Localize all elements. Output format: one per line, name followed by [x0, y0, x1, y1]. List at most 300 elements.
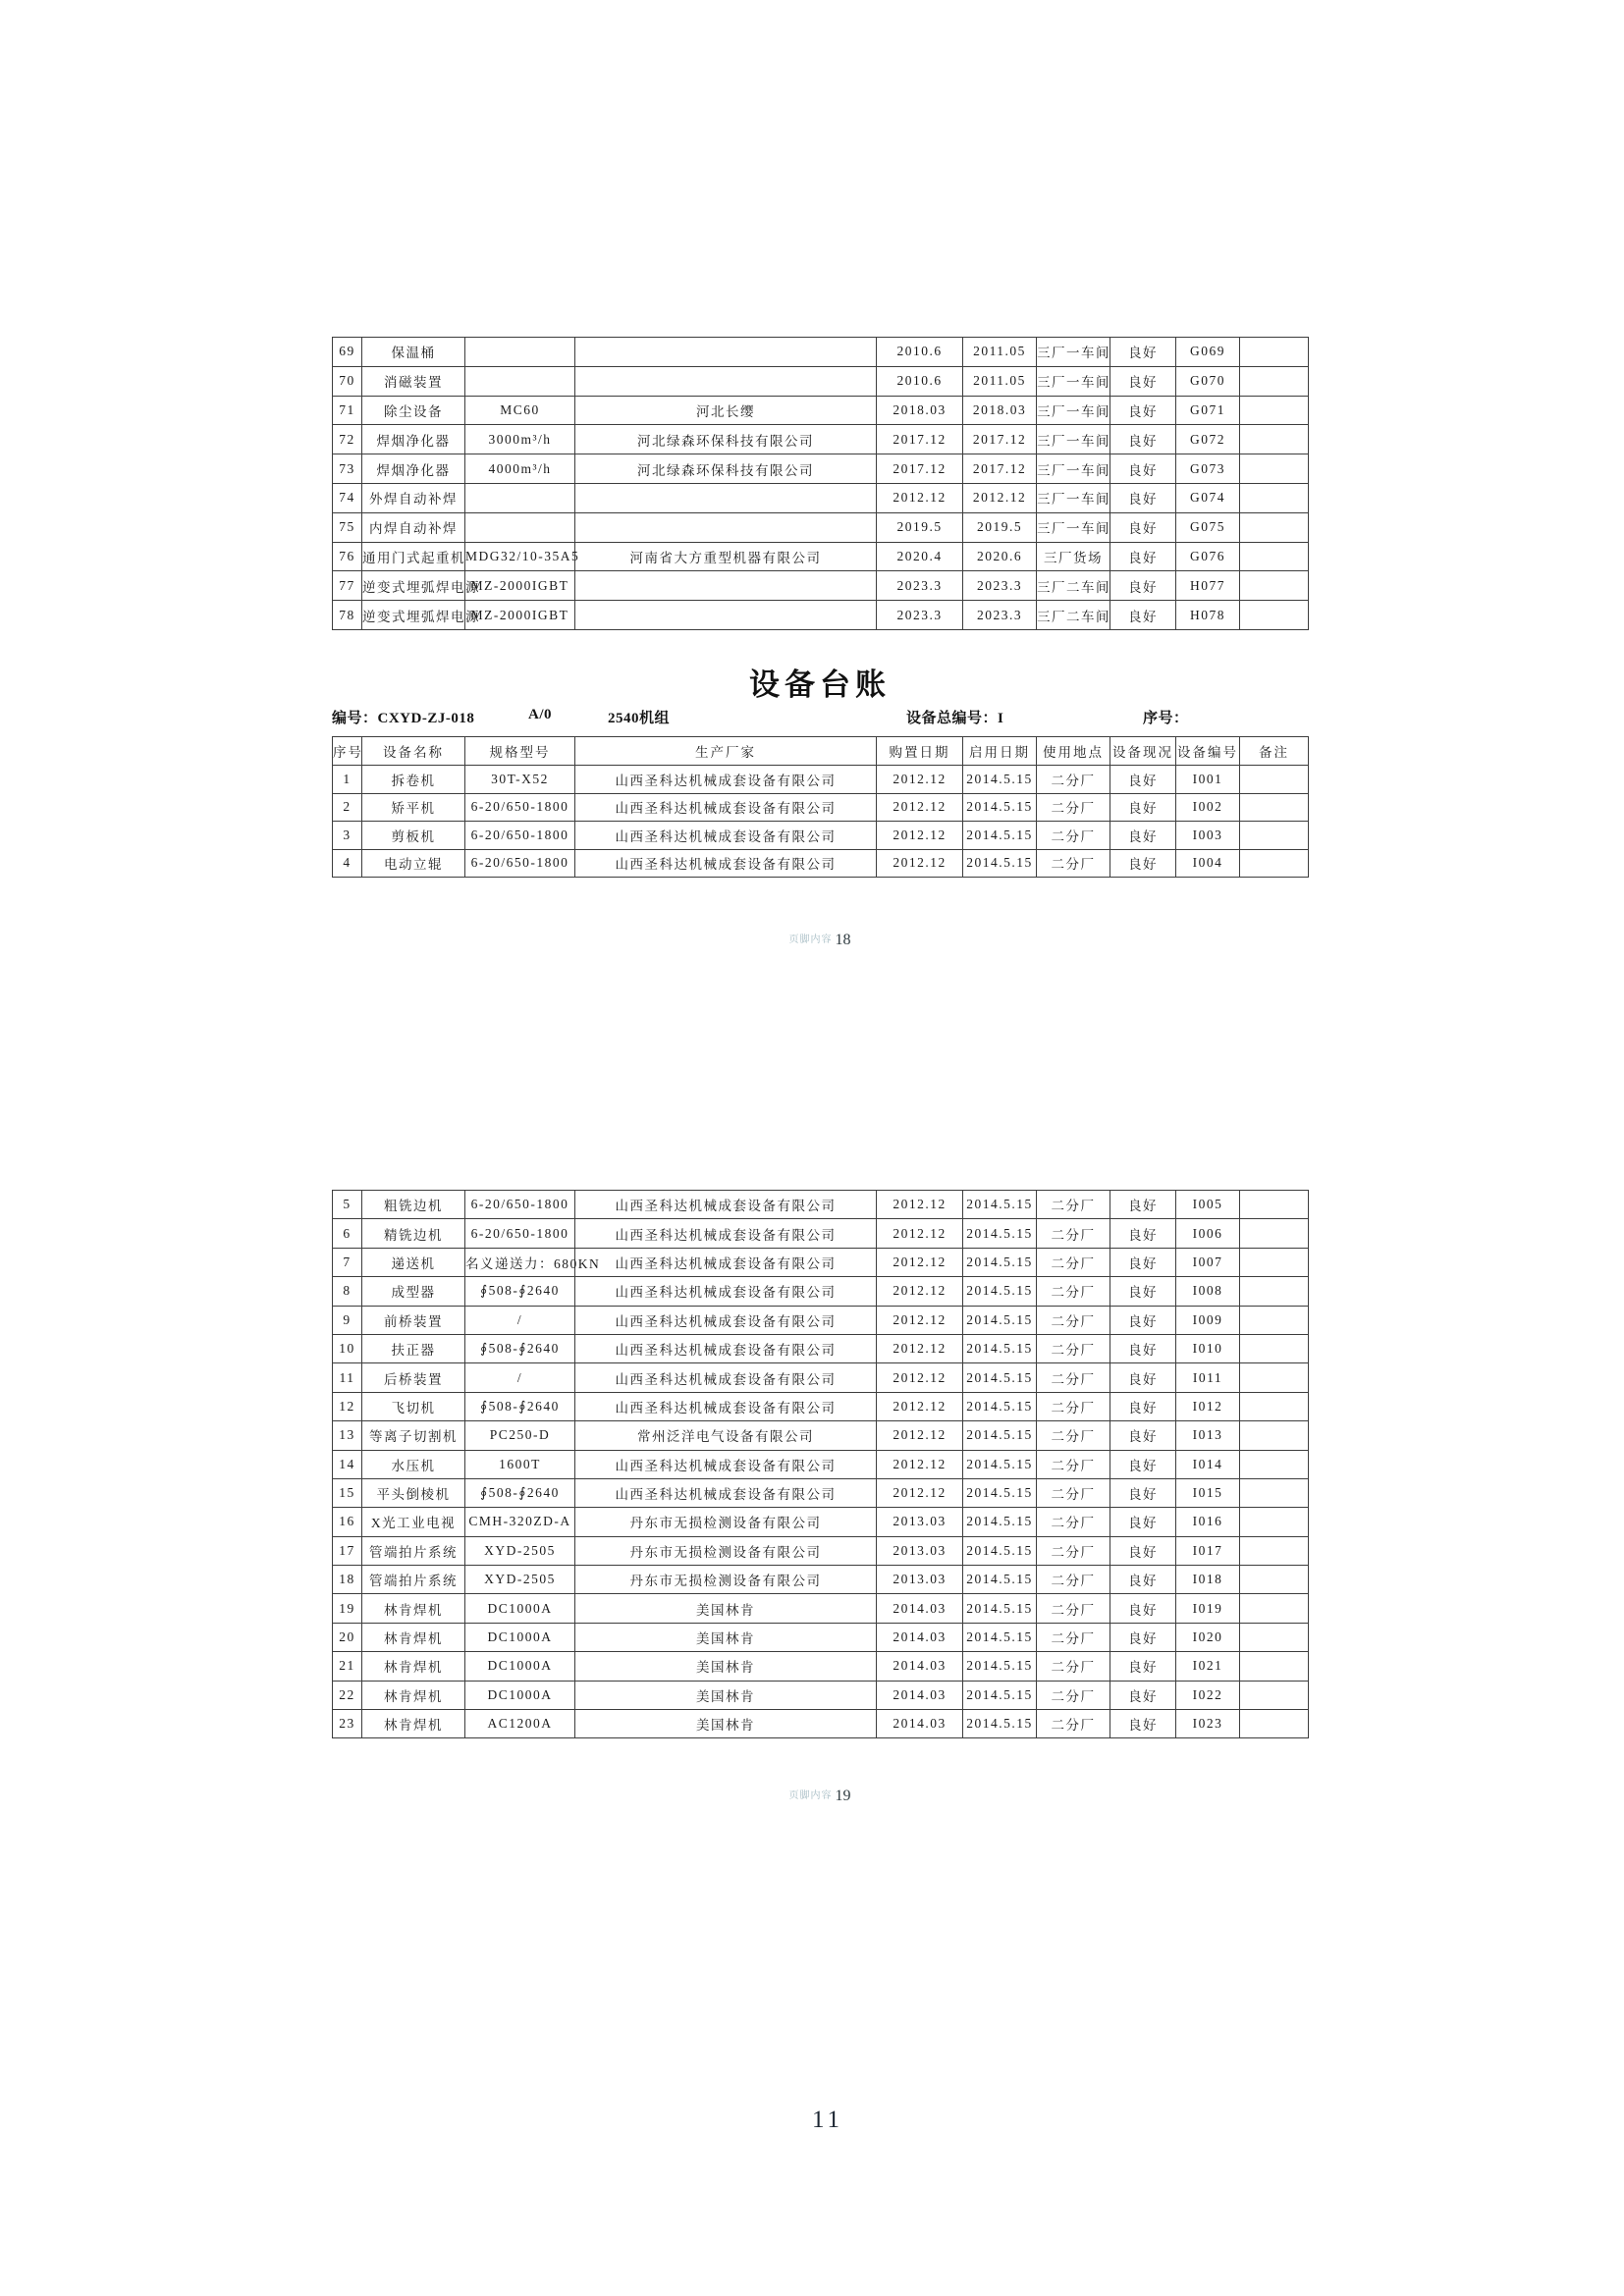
table-cell: 三厂一车间: [1037, 396, 1110, 425]
table-cell: 二分厂: [1037, 849, 1110, 878]
table-row: [333, 1248, 1309, 1276]
table-cell: 二分厂: [1037, 1450, 1110, 1478]
table-cell: [1240, 425, 1309, 454]
table-cell: 山西圣科达机械成套设备有限公司: [575, 793, 877, 822]
equipment-total-number: [906, 707, 1003, 727]
table-cell: 2012.12: [877, 1392, 963, 1420]
table-cell: 逆变式埋弧焊电源: [362, 571, 465, 601]
table-cell: [465, 483, 575, 512]
table-cell: [1240, 1219, 1309, 1248]
table-cell: 2014.5.15: [963, 793, 1037, 822]
table-cell: [1240, 1478, 1309, 1507]
table-cell: 72: [333, 425, 362, 454]
table-cell: 二分厂: [1037, 1623, 1110, 1651]
table-cell: 二分厂: [1037, 1566, 1110, 1594]
table-cell: 三厂一车间: [1037, 338, 1110, 367]
table-cell: 良好: [1110, 766, 1176, 794]
table-cell: 2023.3: [877, 571, 963, 601]
table-cell: I018: [1176, 1566, 1240, 1594]
table-cell: 焊烟净化器: [362, 425, 465, 454]
table-cell: 美国林肯: [575, 1681, 877, 1709]
table-cell: 2014.5.15: [963, 1478, 1037, 1507]
table-cell: 平头倒棱机: [362, 1478, 465, 1507]
table-cell: 2012.12: [877, 1277, 963, 1306]
table-cell: 二分厂: [1037, 1334, 1110, 1362]
table-cell: 良好: [1110, 1191, 1176, 1219]
table-cell: 林肯焊机: [362, 1710, 465, 1738]
table-cell: I015: [1176, 1478, 1240, 1507]
table-cell: 良好: [1110, 425, 1176, 454]
table-cell: [1240, 454, 1309, 484]
table-cell: 三厂货场: [1037, 542, 1110, 571]
table-cell: 林肯焊机: [362, 1623, 465, 1651]
table-cell: [1240, 1710, 1309, 1738]
table-cell: 良好: [1110, 1536, 1176, 1565]
table-cell: 6-20/650-1800: [465, 1219, 575, 1248]
table-cell: 美国林肯: [575, 1652, 877, 1681]
table-cell: 山西圣科达机械成套设备有限公司: [575, 1248, 877, 1276]
table-cell: [1240, 542, 1309, 571]
table-row: [333, 849, 1309, 878]
table-cell: 4000m³/h: [465, 454, 575, 484]
table-cell: 拆卷机: [362, 766, 465, 794]
equipment-table-continued: [332, 337, 1309, 630]
table-cell: 2020.4: [877, 542, 963, 571]
table-cell: 电动立辊: [362, 849, 465, 878]
table-cell: [1240, 1681, 1309, 1709]
table-cell: 69: [333, 338, 362, 367]
table-cell: 常州泛洋电气设备有限公司: [575, 1421, 877, 1450]
table-cell: G074: [1176, 483, 1240, 512]
table-cell: [575, 571, 877, 601]
table-row: [333, 1566, 1309, 1594]
table-cell: [465, 366, 575, 396]
table-cell: 河北长缨: [575, 396, 877, 425]
table-cell: 通用门式起重机: [362, 542, 465, 571]
table-cell: 2014.03: [877, 1594, 963, 1623]
table-cell: MZ-2000IGBT: [465, 571, 575, 601]
table-cell: 管端拍片系统: [362, 1566, 465, 1594]
table-cell: 精铣边机: [362, 1219, 465, 1248]
table-cell: 2014.5.15: [963, 1536, 1037, 1565]
table-cell: 2014.5.15: [963, 1277, 1037, 1306]
table-cell: [1240, 1594, 1309, 1623]
table-cell: I010: [1176, 1334, 1240, 1362]
table-cell: G069: [1176, 338, 1240, 367]
equipment-ledger-table-continued: [332, 1190, 1309, 1738]
table-cell: 2023.3: [963, 571, 1037, 601]
table-cell: 3000m³/h: [465, 425, 575, 454]
table-row: [333, 793, 1309, 822]
table-cell: 良好: [1110, 366, 1176, 396]
table-cell: 2013.03: [877, 1566, 963, 1594]
table-cell: I021: [1176, 1652, 1240, 1681]
table-cell: [465, 512, 575, 542]
table-row: [333, 1681, 1309, 1709]
table-cell: 名义递送力：680KN: [465, 1248, 575, 1276]
table-cell: 美国林肯: [575, 1623, 877, 1651]
table-cell: DC1000A: [465, 1623, 575, 1651]
table-cell: 2014.5.15: [963, 1566, 1037, 1594]
table-header-row: [333, 737, 1309, 766]
table-cell: 良好: [1110, 601, 1176, 630]
table-cell: 二分厂: [1037, 1277, 1110, 1306]
table-cell: 15: [333, 1478, 362, 1507]
table-cell: 山西圣科达机械成套设备有限公司: [575, 849, 877, 878]
table-row: [333, 366, 1309, 396]
table-cell: 三厂一车间: [1037, 512, 1110, 542]
table-cell: 2017.12: [877, 425, 963, 454]
table-cell: 7: [333, 1248, 362, 1276]
table-cell: 30T-X52: [465, 766, 575, 794]
table-cell: I023: [1176, 1710, 1240, 1738]
table-cell: 良好: [1110, 571, 1176, 601]
unit-name: 2540机组: [608, 711, 671, 726]
table-cell: 良好: [1110, 1248, 1176, 1276]
ledger-meta: [0, 707, 1624, 728]
table-cell: 二分厂: [1037, 1710, 1110, 1738]
column-header: 购置日期: [877, 737, 963, 766]
table-cell: 二分厂: [1037, 1508, 1110, 1536]
table-cell: DC1000A: [465, 1594, 575, 1623]
table-cell: [1240, 1277, 1309, 1306]
table-cell: 山西圣科达机械成套设备有限公司: [575, 1191, 877, 1219]
table-cell: [1240, 601, 1309, 630]
table-cell: 9: [333, 1306, 362, 1334]
table-cell: 山西圣科达机械成套设备有限公司: [575, 1392, 877, 1420]
table-cell: 良好: [1110, 822, 1176, 850]
table-cell: 二分厂: [1037, 1421, 1110, 1450]
table-cell: 矫平机: [362, 793, 465, 822]
table-cell: [1240, 366, 1309, 396]
table-cell: H077: [1176, 571, 1240, 601]
table-cell: [465, 338, 575, 367]
table-cell: 17: [333, 1536, 362, 1565]
table-cell: [1240, 1363, 1309, 1392]
table-cell: 2014.5.15: [963, 1508, 1037, 1536]
table-cell: X光工业电视: [362, 1508, 465, 1536]
table-cell: 保温桶: [362, 338, 465, 367]
table-cell: 良好: [1110, 1450, 1176, 1478]
table-cell: I011: [1176, 1363, 1240, 1392]
table-row: [333, 571, 1309, 601]
equipment-ledger-table: [332, 736, 1309, 878]
table-row: [333, 1710, 1309, 1738]
table-cell: 良好: [1110, 1652, 1176, 1681]
table-cell: 2012.12: [877, 1363, 963, 1392]
table-cell: ∮508-∮2640: [465, 1277, 575, 1306]
column-header: 使用地点: [1037, 737, 1110, 766]
table-cell: 良好: [1110, 1508, 1176, 1536]
table-cell: 2012.12: [877, 793, 963, 822]
table-cell: [1240, 1623, 1309, 1651]
table-cell: I002: [1176, 793, 1240, 822]
table-row: [333, 1450, 1309, 1478]
table-row: [333, 1536, 1309, 1565]
doc-number-value: CXYD-ZJ-018: [377, 711, 475, 726]
table-cell: 山西圣科达机械成套设备有限公司: [575, 1219, 877, 1248]
column-header: 序号: [333, 737, 362, 766]
table-cell: 2012.12: [877, 766, 963, 794]
table-cell: 2011.05: [963, 338, 1037, 367]
serial-number-label: 序号：: [1143, 711, 1189, 726]
table-cell: 2014.5.15: [963, 1623, 1037, 1651]
table-row: [333, 1363, 1309, 1392]
table-cell: [575, 483, 877, 512]
table-cell: [1240, 1450, 1309, 1478]
table-cell: 2018.03: [877, 396, 963, 425]
table-cell: 良好: [1110, 338, 1176, 367]
table-cell: [1240, 822, 1309, 850]
table-cell: 11: [333, 1363, 362, 1392]
table-cell: [1240, 338, 1309, 367]
table-cell: 良好: [1110, 454, 1176, 484]
table-cell: 22: [333, 1681, 362, 1709]
footer-label: 页脚内容: [788, 934, 833, 945]
table-cell: 良好: [1110, 1594, 1176, 1623]
equipment-ledger-body-p1: [333, 766, 1309, 878]
table-cell: I012: [1176, 1392, 1240, 1420]
table-cell: 良好: [1110, 512, 1176, 542]
table-cell: 二分厂: [1037, 1536, 1110, 1565]
table-cell: 1: [333, 766, 362, 794]
table-cell: 2019.5: [877, 512, 963, 542]
table-cell: G072: [1176, 425, 1240, 454]
table-cell: 外焊自动补焊: [362, 483, 465, 512]
table-cell: 2012.12: [963, 483, 1037, 512]
table-cell: [1240, 1248, 1309, 1276]
table-cell: 管端拍片系统: [362, 1536, 465, 1565]
table-cell: [1240, 396, 1309, 425]
table-cell: 除尘设备: [362, 396, 465, 425]
table-cell: 良好: [1110, 1681, 1176, 1709]
table-cell: 74: [333, 483, 362, 512]
table-cell: 13: [333, 1421, 362, 1450]
table-cell: 等离子切割机: [362, 1421, 465, 1450]
footer-page-number: 19: [835, 1788, 851, 1804]
table-cell: 二分厂: [1037, 766, 1110, 794]
table-cell: 2014.5.15: [963, 1681, 1037, 1709]
table-cell: 14: [333, 1450, 362, 1478]
column-header: 设备现况: [1110, 737, 1176, 766]
table-cell: 扶正器: [362, 1334, 465, 1362]
table-cell: I001: [1176, 766, 1240, 794]
table-cell: 二分厂: [1037, 1478, 1110, 1507]
table-cell: 23: [333, 1710, 362, 1738]
page-number: 11: [811, 2107, 844, 2133]
table-cell: 二分厂: [1037, 793, 1110, 822]
table-cell: 2019.5: [963, 512, 1037, 542]
table-cell: 河北绿森环保科技有限公司: [575, 454, 877, 484]
table-cell: 丹东市无损检测设备有限公司: [575, 1508, 877, 1536]
table-cell: PC250-D: [465, 1421, 575, 1450]
table-cell: 良好: [1110, 1219, 1176, 1248]
table-cell: H078: [1176, 601, 1240, 630]
table-cell: 2014.5.15: [963, 1652, 1037, 1681]
table-cell: 2012.12: [877, 849, 963, 878]
doc-revision: A/0: [528, 707, 552, 722]
table-cell: [1240, 483, 1309, 512]
equipment-total-number-label: 设备总编号：: [906, 711, 999, 726]
table-cell: G071: [1176, 396, 1240, 425]
table-cell: 2012.12: [877, 1334, 963, 1362]
table-cell: I007: [1176, 1248, 1240, 1276]
table-cell: 5: [333, 1191, 362, 1219]
table-cell: 2014.5.15: [963, 1334, 1037, 1362]
equipment-total-number-value: I: [998, 711, 1004, 726]
table-cell: 焊烟净化器: [362, 454, 465, 484]
table-row: [333, 1652, 1309, 1681]
table-cell: 8: [333, 1277, 362, 1306]
table-cell: MDG32/10-35A5: [465, 542, 575, 571]
table-cell: 二分厂: [1037, 1248, 1110, 1276]
table-cell: 山西圣科达机械成套设备有限公司: [575, 1334, 877, 1362]
table-cell: 2014.03: [877, 1681, 963, 1709]
table-cell: 林肯焊机: [362, 1594, 465, 1623]
table-cell: 山西圣科达机械成套设备有限公司: [575, 822, 877, 850]
table-cell: 良好: [1110, 1334, 1176, 1362]
table-cell: /: [465, 1363, 575, 1392]
table-cell: I022: [1176, 1681, 1240, 1709]
table-cell: G070: [1176, 366, 1240, 396]
table-cell: 6-20/650-1800: [465, 849, 575, 878]
table-cell: 山西圣科达机械成套设备有限公司: [575, 1277, 877, 1306]
table-cell: [1240, 1652, 1309, 1681]
table-cell: ∮508-∮2640: [465, 1334, 575, 1362]
table-cell: I004: [1176, 849, 1240, 878]
footer-label: 页脚内容: [788, 1790, 833, 1801]
table-cell: 山西圣科达机械成套设备有限公司: [575, 1478, 877, 1507]
table-cell: [1240, 766, 1309, 794]
table-cell: 2012.12: [877, 1191, 963, 1219]
table-row: [333, 454, 1309, 484]
table-cell: 16: [333, 1508, 362, 1536]
table-row: [333, 1508, 1309, 1536]
table-cell: [575, 601, 877, 630]
column-header: 设备名称: [362, 737, 465, 766]
table-cell: 2012.12: [877, 1306, 963, 1334]
table-cell: 良好: [1110, 542, 1176, 571]
table-cell: XYD-2505: [465, 1536, 575, 1565]
table-cell: 良好: [1110, 1277, 1176, 1306]
table-cell: 山西圣科达机械成套设备有限公司: [575, 1306, 877, 1334]
table-cell: 剪板机: [362, 822, 465, 850]
table-cell: 71: [333, 396, 362, 425]
table-cell: 三厂二车间: [1037, 601, 1110, 630]
table-cell: G073: [1176, 454, 1240, 484]
table-cell: 良好: [1110, 1710, 1176, 1738]
page-footer-18: [332, 931, 1308, 949]
table-cell: 2014.03: [877, 1710, 963, 1738]
table-cell: 1600T: [465, 1450, 575, 1478]
column-header: 启用日期: [963, 737, 1037, 766]
table-cell: 粗铣边机: [362, 1191, 465, 1219]
table-cell: I008: [1176, 1277, 1240, 1306]
table-cell: 73: [333, 454, 362, 484]
table-cell: 河南省大方重型机器有限公司: [575, 542, 877, 571]
column-header: 备注: [1240, 737, 1309, 766]
table-cell: 20: [333, 1623, 362, 1651]
table-cell: 水压机: [362, 1450, 465, 1478]
table-cell: 2018.03: [963, 396, 1037, 425]
footer-page-number: 18: [835, 932, 851, 948]
table-cell: 递送机: [362, 1248, 465, 1276]
table-row: [333, 1623, 1309, 1651]
table-cell: G076: [1176, 542, 1240, 571]
table-cell: MC60: [465, 396, 575, 425]
table-cell: 林肯焊机: [362, 1681, 465, 1709]
table-cell: [1240, 1536, 1309, 1565]
table-cell: 二分厂: [1037, 1652, 1110, 1681]
table-cell: 2014.5.15: [963, 1191, 1037, 1219]
table-row: [333, 1421, 1309, 1450]
table-cell: [1240, 512, 1309, 542]
table-cell: 逆变式埋弧焊电源: [362, 601, 465, 630]
table-cell: 10: [333, 1334, 362, 1362]
table-cell: 4: [333, 849, 362, 878]
table-row: [333, 425, 1309, 454]
table-cell: 二分厂: [1037, 1392, 1110, 1420]
table-cell: 2014.5.15: [963, 1219, 1037, 1248]
equipment-table-continued-body: [333, 338, 1309, 630]
table-cell: 2014.5.15: [963, 1392, 1037, 1420]
table-row: [333, 396, 1309, 425]
table-cell: 三厂一车间: [1037, 425, 1110, 454]
table-cell: I003: [1176, 822, 1240, 850]
table-cell: 2013.03: [877, 1536, 963, 1565]
table-cell: [1240, 1566, 1309, 1594]
table-row: [333, 483, 1309, 512]
table-row: [333, 338, 1309, 367]
table-cell: 二分厂: [1037, 1594, 1110, 1623]
table-cell: 三厂一车间: [1037, 366, 1110, 396]
table-cell: 良好: [1110, 793, 1176, 822]
table-row: [333, 1334, 1309, 1362]
table-cell: 2014.5.15: [963, 1710, 1037, 1738]
table-cell: 77: [333, 571, 362, 601]
table-cell: 21: [333, 1652, 362, 1681]
table-cell: 山西圣科达机械成套设备有限公司: [575, 1363, 877, 1392]
table-cell: 良好: [1110, 1306, 1176, 1334]
table-cell: 前桥装置: [362, 1306, 465, 1334]
table-cell: 良好: [1110, 1363, 1176, 1392]
table-cell: [1240, 1421, 1309, 1450]
table-cell: [575, 338, 877, 367]
table-cell: 二分厂: [1037, 1681, 1110, 1709]
table-cell: I017: [1176, 1536, 1240, 1565]
doc-number: [332, 707, 474, 727]
table-cell: [1240, 1306, 1309, 1334]
page-footer-19: [332, 1787, 1308, 1805]
table-cell: 2012.12: [877, 1219, 963, 1248]
table-cell: CMH-320ZD-A: [465, 1508, 575, 1536]
table-cell: 2012.12: [877, 1248, 963, 1276]
table-cell: I019: [1176, 1594, 1240, 1623]
table-cell: 良好: [1110, 396, 1176, 425]
table-cell: G075: [1176, 512, 1240, 542]
table-cell: 良好: [1110, 1478, 1176, 1507]
equipment-ledger-body-p2: [333, 1191, 1309, 1738]
table-cell: 78: [333, 601, 362, 630]
table-cell: [1240, 1392, 1309, 1420]
table-cell: ∮508-∮2640: [465, 1478, 575, 1507]
column-header: 规格型号: [465, 737, 575, 766]
table-row: [333, 1392, 1309, 1420]
table-row: [333, 822, 1309, 850]
table-cell: 内焊自动补焊: [362, 512, 465, 542]
table-cell: 2012.12: [877, 822, 963, 850]
table-cell: 二分厂: [1037, 1306, 1110, 1334]
